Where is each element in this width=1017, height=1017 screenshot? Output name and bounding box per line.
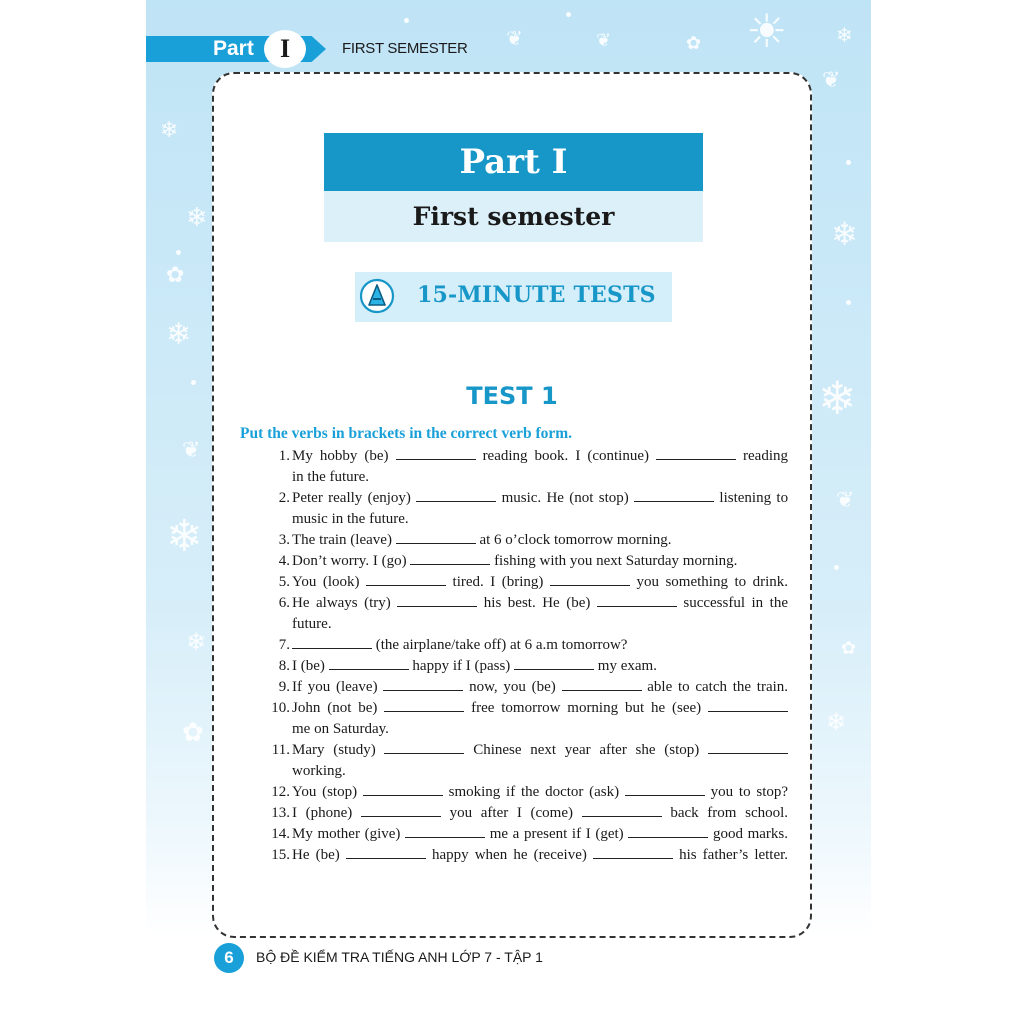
question-number: 9.	[278, 679, 290, 695]
answer-blank[interactable]	[396, 447, 476, 460]
question-item	[262, 677, 788, 698]
question-item	[262, 446, 788, 488]
question-segment: You (look)	[292, 574, 360, 590]
question-item	[262, 803, 788, 824]
question-item	[262, 656, 788, 677]
question-text	[292, 698, 788, 719]
question-number: 7.	[278, 637, 290, 653]
question-item	[262, 551, 788, 572]
banner-part-label: Part	[213, 37, 254, 60]
snow-dot	[566, 12, 571, 17]
question-segment: you after I (come)	[449, 805, 574, 821]
question-segment: you to stop?	[710, 784, 789, 800]
question-segment: reading book. I (continue)	[482, 448, 649, 464]
question-segment: You (stop)	[292, 784, 358, 800]
leaf-icon: ❦	[182, 438, 201, 463]
answer-blank[interactable]	[562, 678, 642, 691]
question-item	[262, 530, 788, 551]
answer-blank[interactable]	[361, 804, 441, 817]
answer-blank[interactable]	[708, 741, 788, 754]
question-item	[262, 740, 788, 782]
question-text	[292, 551, 788, 572]
question-segment: fishing with you next Saturday morning.	[494, 553, 738, 569]
question-text	[292, 740, 788, 782]
book-title: BỘ ĐỀ KIỂM TRA TIẾNG ANH LỚP 7 - TẬP 1	[256, 949, 543, 965]
question-number: 14.	[271, 826, 290, 842]
question-number: 2.	[278, 490, 290, 506]
answer-blank[interactable]	[628, 825, 708, 838]
question-text	[292, 824, 788, 845]
snow-dot	[176, 250, 181, 255]
answer-blank[interactable]	[363, 783, 443, 796]
question-segment: me a present if I (get)	[489, 826, 624, 842]
part-title: Part I	[324, 133, 703, 191]
butterfly-icon: ✿	[686, 33, 702, 54]
question-item	[262, 488, 788, 530]
snowflake-icon: ❄	[166, 511, 203, 562]
question-segment: successful in the future.	[292, 595, 788, 632]
question-text	[292, 803, 788, 824]
answer-blank[interactable]	[292, 636, 372, 649]
answer-blank[interactable]	[634, 489, 714, 502]
question-segment: you something to drink.	[636, 574, 789, 590]
question-segment: able to catch the train.	[647, 679, 789, 695]
answer-blank[interactable]	[346, 846, 426, 859]
answer-blank[interactable]	[384, 699, 464, 712]
question-segment: happy when he (receive)	[431, 847, 587, 863]
answer-blank[interactable]	[410, 552, 490, 565]
page-number: 6	[214, 943, 244, 973]
butterfly-icon: ✿	[166, 263, 185, 288]
question-text	[292, 446, 788, 467]
leaf-icon: ❦	[836, 488, 855, 513]
answer-blank[interactable]	[708, 699, 788, 712]
question-segment: John (not be)	[292, 700, 378, 716]
question-item	[262, 782, 788, 803]
question-continuation: music in the future.	[292, 511, 409, 527]
question-text	[292, 782, 788, 803]
snowflake-icon: ❄	[186, 628, 207, 656]
question-text	[292, 656, 788, 677]
snowflake-icon: ❄	[831, 215, 858, 253]
question-text	[292, 635, 788, 656]
banner-part-number: I	[264, 30, 306, 68]
question-text	[292, 488, 788, 509]
leaf-icon: ❦	[506, 26, 523, 50]
answer-blank[interactable]	[514, 657, 594, 670]
part-banner	[146, 36, 476, 62]
question-segment: happy if I (pass)	[412, 658, 511, 674]
answer-blank[interactable]	[405, 825, 485, 838]
question-segment: Chinese next year after she (stop)	[473, 742, 700, 758]
snowflake-icon: ❄	[186, 203, 208, 233]
question-item	[262, 698, 788, 740]
snow-dot	[404, 18, 409, 23]
question-segment: I (phone)	[292, 805, 353, 821]
question-text	[292, 572, 788, 593]
question-segment: Mary (study)	[292, 742, 376, 758]
question-segment: reading	[743, 448, 788, 464]
question-segment: his father’s letter.	[679, 847, 789, 863]
question-segment: He (be)	[292, 847, 340, 863]
test-title: TEST 1	[466, 382, 558, 410]
question-number: 10.	[271, 700, 290, 716]
answer-blank[interactable]	[656, 447, 736, 460]
question-list	[262, 446, 788, 866]
question-continuation: in the future.	[292, 469, 370, 485]
snow-dot	[834, 565, 839, 570]
test-type-label: 15-MINUTE TESTS	[417, 282, 656, 308]
question-number: 12.	[271, 784, 290, 800]
question-segment: The train (leave)	[292, 532, 392, 548]
leaf-icon: ❦	[822, 68, 841, 93]
question-segment: free tomorrow morning but he (see)	[471, 700, 702, 716]
question-segment: If you (leave)	[292, 679, 378, 695]
question-item	[262, 845, 788, 866]
question-segment: I (be)	[292, 658, 325, 674]
question-number: 6.	[278, 595, 290, 611]
answer-blank[interactable]	[366, 573, 446, 586]
question-segment: (the airplane/take off) at 6 a.m tomorrow?	[375, 637, 628, 653]
question-number: 5.	[278, 574, 290, 590]
answer-blank[interactable]	[582, 804, 662, 817]
question-segment: My mother (give)	[292, 826, 401, 842]
snow-dot	[846, 160, 851, 165]
butterfly-icon: ✿	[182, 718, 204, 748]
question-continuation: me on Saturday.	[292, 721, 389, 737]
question-number: 4.	[278, 553, 290, 569]
question-segment: Don’t worry. I (go)	[292, 553, 407, 569]
question-item	[262, 593, 788, 635]
snowflake-icon: ❄	[836, 23, 853, 47]
question-item	[262, 635, 788, 656]
question-segment: tired. I (bring)	[452, 574, 544, 590]
leaf-icon: ❦	[596, 30, 612, 51]
question-segment: listening to	[719, 490, 789, 506]
question-text	[292, 593, 788, 635]
question-segment: My hobby (be)	[292, 448, 389, 464]
banner-semester: FIRST SEMESTER	[342, 40, 468, 57]
answer-blank[interactable]	[550, 573, 630, 586]
question-segment: working.	[292, 763, 346, 779]
letter-a-badge-icon	[359, 278, 395, 314]
butterfly-icon: ✿	[841, 638, 857, 659]
answer-blank[interactable]	[416, 489, 496, 502]
question-text	[292, 530, 788, 551]
snowflake-icon: ❄	[166, 317, 192, 352]
part-subtitle: First semester	[324, 191, 703, 242]
snow-dot	[846, 300, 851, 305]
question-number: 8.	[278, 658, 290, 674]
snowflake-icon: ❄	[826, 708, 847, 736]
answer-blank[interactable]	[383, 678, 463, 691]
question-segment: music. He (not stop)	[501, 490, 629, 506]
question-text	[292, 845, 788, 866]
answer-blank[interactable]	[384, 741, 464, 754]
answer-blank[interactable]	[329, 657, 409, 670]
question-segment: He always (try)	[292, 595, 391, 611]
question-item	[262, 824, 788, 845]
snowflake-icon: ❄	[818, 371, 857, 425]
question-text	[292, 677, 788, 698]
question-segment: at 6 o’clock tomorrow morning.	[479, 532, 672, 548]
question-number: 13.	[271, 805, 290, 821]
question-number: 11.	[271, 742, 290, 758]
answer-blank[interactable]	[397, 594, 477, 607]
question-segment: back from school.	[670, 805, 789, 821]
snowflake-icon: ❄	[160, 118, 179, 143]
question-number: 3.	[278, 532, 290, 548]
question-segment: his best. He (be)	[483, 595, 591, 611]
question-number: 1.	[278, 448, 290, 464]
test-type-banner	[355, 272, 672, 322]
question-segment: Peter really (enjoy)	[292, 490, 411, 506]
question-segment: my exam.	[597, 658, 657, 674]
question-segment: good marks.	[712, 826, 788, 842]
snow-dot	[191, 380, 196, 385]
question-item	[262, 572, 788, 593]
exercise-instruction: Put the verbs in brackets in the correct verb form.	[240, 425, 573, 442]
question-segment: smoking if the doctor (ask)	[448, 784, 620, 800]
answer-blank[interactable]	[597, 594, 677, 607]
answer-blank[interactable]	[396, 531, 476, 544]
question-number: 15.	[271, 847, 290, 863]
answer-blank[interactable]	[625, 783, 705, 796]
sun-icon: ☀	[746, 4, 788, 58]
answer-blank[interactable]	[593, 846, 673, 859]
question-segment: now, you (be)	[469, 679, 556, 695]
